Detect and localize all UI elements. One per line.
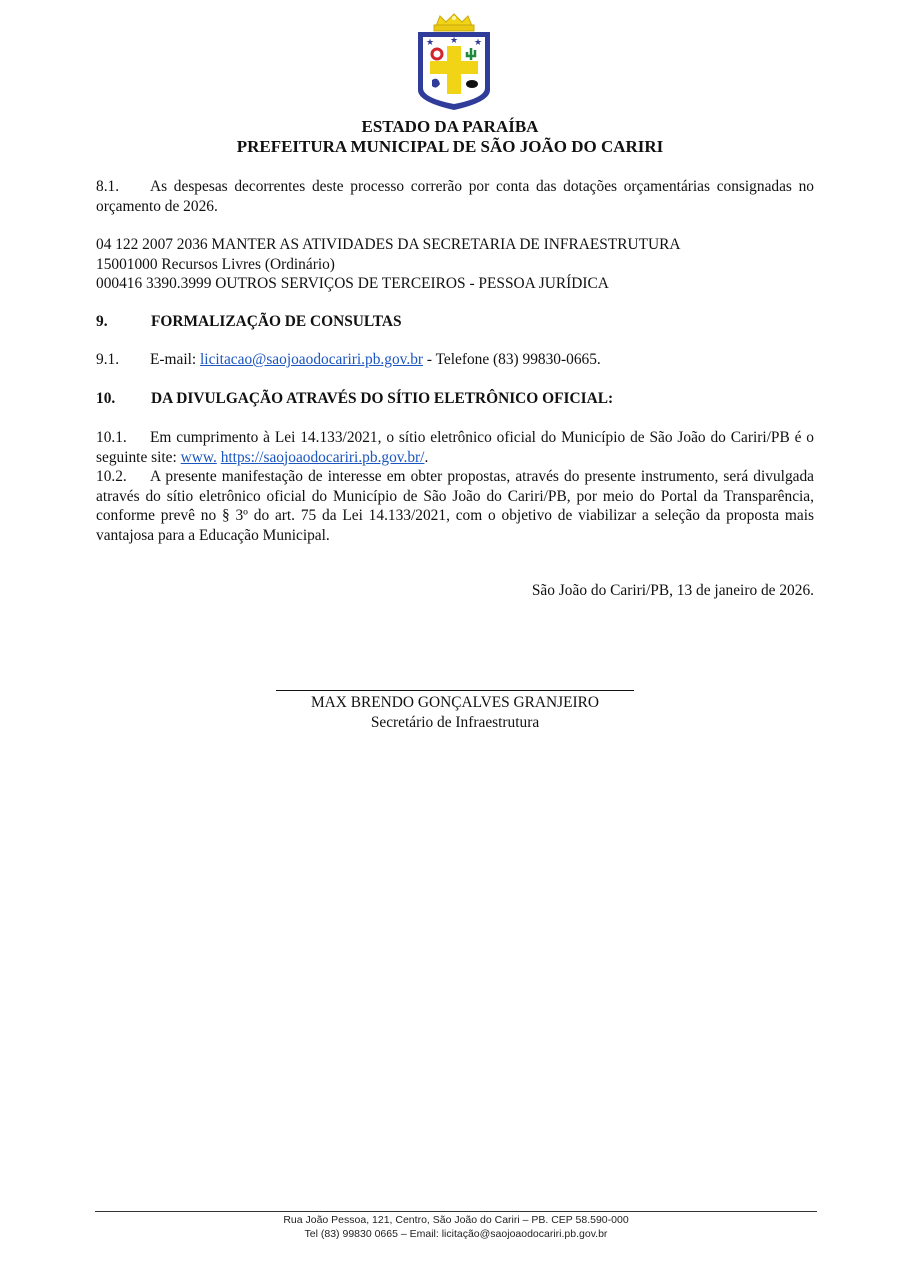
- budget-line: 15001000 Recursos Livres (Ordinário): [96, 255, 335, 273]
- clause-text: Em cumprimento à Lei 14.133/2021, o sítio eletrônico oficial do Município de São João do Cariri/PB é o seguinte site:: [96, 429, 814, 466]
- date-line: São João do Cariri/PB, 13 de janeiro de 2026.: [531, 582, 814, 599]
- clause-number: 8.1.: [96, 178, 120, 195]
- signature-line: [276, 690, 634, 691]
- email-link[interactable]: licitacao@saojoaodocariri.pb.gov.br: [200, 351, 424, 368]
- section-title: FORMALIZAÇÃO DE CONSULTAS: [151, 313, 402, 330]
- svg-text:★: ★: [474, 37, 483, 47]
- clause-10-2: [96, 467, 814, 545]
- section-9-heading: [96, 312, 814, 332]
- municipality-title: PREFEITURA MUNICIPAL DE SÃO JOÃO DO CARIRI: [236, 137, 664, 156]
- footer-address: Rua João Pessoa, 121, Centro, São João do Cariri – PB. CEP 58.590-000: [283, 1214, 629, 1226]
- email-label: E-mail:: [150, 351, 201, 368]
- clause-number: 10.2.: [96, 468, 127, 485]
- section-number: 10.: [96, 390, 116, 407]
- budget-line: 000416 3390.3999 OUTROS SERVIÇOS DE TERCEIROS - PESSOA JURÍDICA: [96, 275, 609, 292]
- svg-text:★: ★: [450, 35, 459, 45]
- clause-number: 9.1.: [96, 351, 120, 368]
- budget-allocation: [96, 235, 814, 294]
- phone-text: - Telefone (83) 99830-0665.: [423, 351, 601, 368]
- site-link-www[interactable]: www.: [180, 448, 217, 466]
- signatory-role: Secretário de Infraestrutura: [370, 714, 540, 731]
- clause-text: As despesas decorrentes deste processo correrão por conta das dotações orçamentárias consignadas no orçamento de 2026.: [96, 178, 814, 215]
- budget-line: 04 122 2007 2036 MANTER AS ATIVIDADES DA SECRETARIA DE INFRAESTRUTURA: [96, 236, 681, 253]
- footer-divider: [95, 1211, 817, 1212]
- clause-10-1: [96, 428, 814, 467]
- signatory-name: MAX BRENDO GONÇALVES GRANJEIRO: [310, 694, 600, 711]
- clause-9-1: [96, 350, 814, 370]
- section-10-heading: [96, 389, 814, 409]
- clause-8-1: [96, 177, 814, 216]
- clause-number: 10.1.: [96, 429, 127, 446]
- svg-text:★: ★: [426, 37, 435, 47]
- municipal-crest-icon: [414, 12, 494, 112]
- section-number: 9.: [96, 313, 108, 330]
- clause-end: .: [424, 448, 429, 466]
- section-title: DA DIVULGAÇÃO ATRAVÉS DO SÍTIO ELETRÔNICO OFICIAL:: [151, 390, 614, 407]
- clause-text: A presente manifestação de interesse em obter propostas, através do presente instrumento, será divulgada através do sítio eletrônico oficial do Município de São João do Cariri/PB, por meio do Portal da Transparência, conforme prevê no § 3º do art. 75 da Lei 14.133/2021, com o objetivo de viabilizar a seleção da proposta mais vantajosa para a Educação Municipal.: [96, 468, 814, 544]
- footer-contact: Tel (83) 99830 0665 – Email: licitação@saojoaodocariri.pb.gov.br: [304, 1228, 608, 1240]
- state-title: ESTADO DA PARAÍBA: [361, 117, 539, 136]
- site-link-url[interactable]: https://saojoaodocariri.pb.gov.br/: [220, 448, 425, 466]
